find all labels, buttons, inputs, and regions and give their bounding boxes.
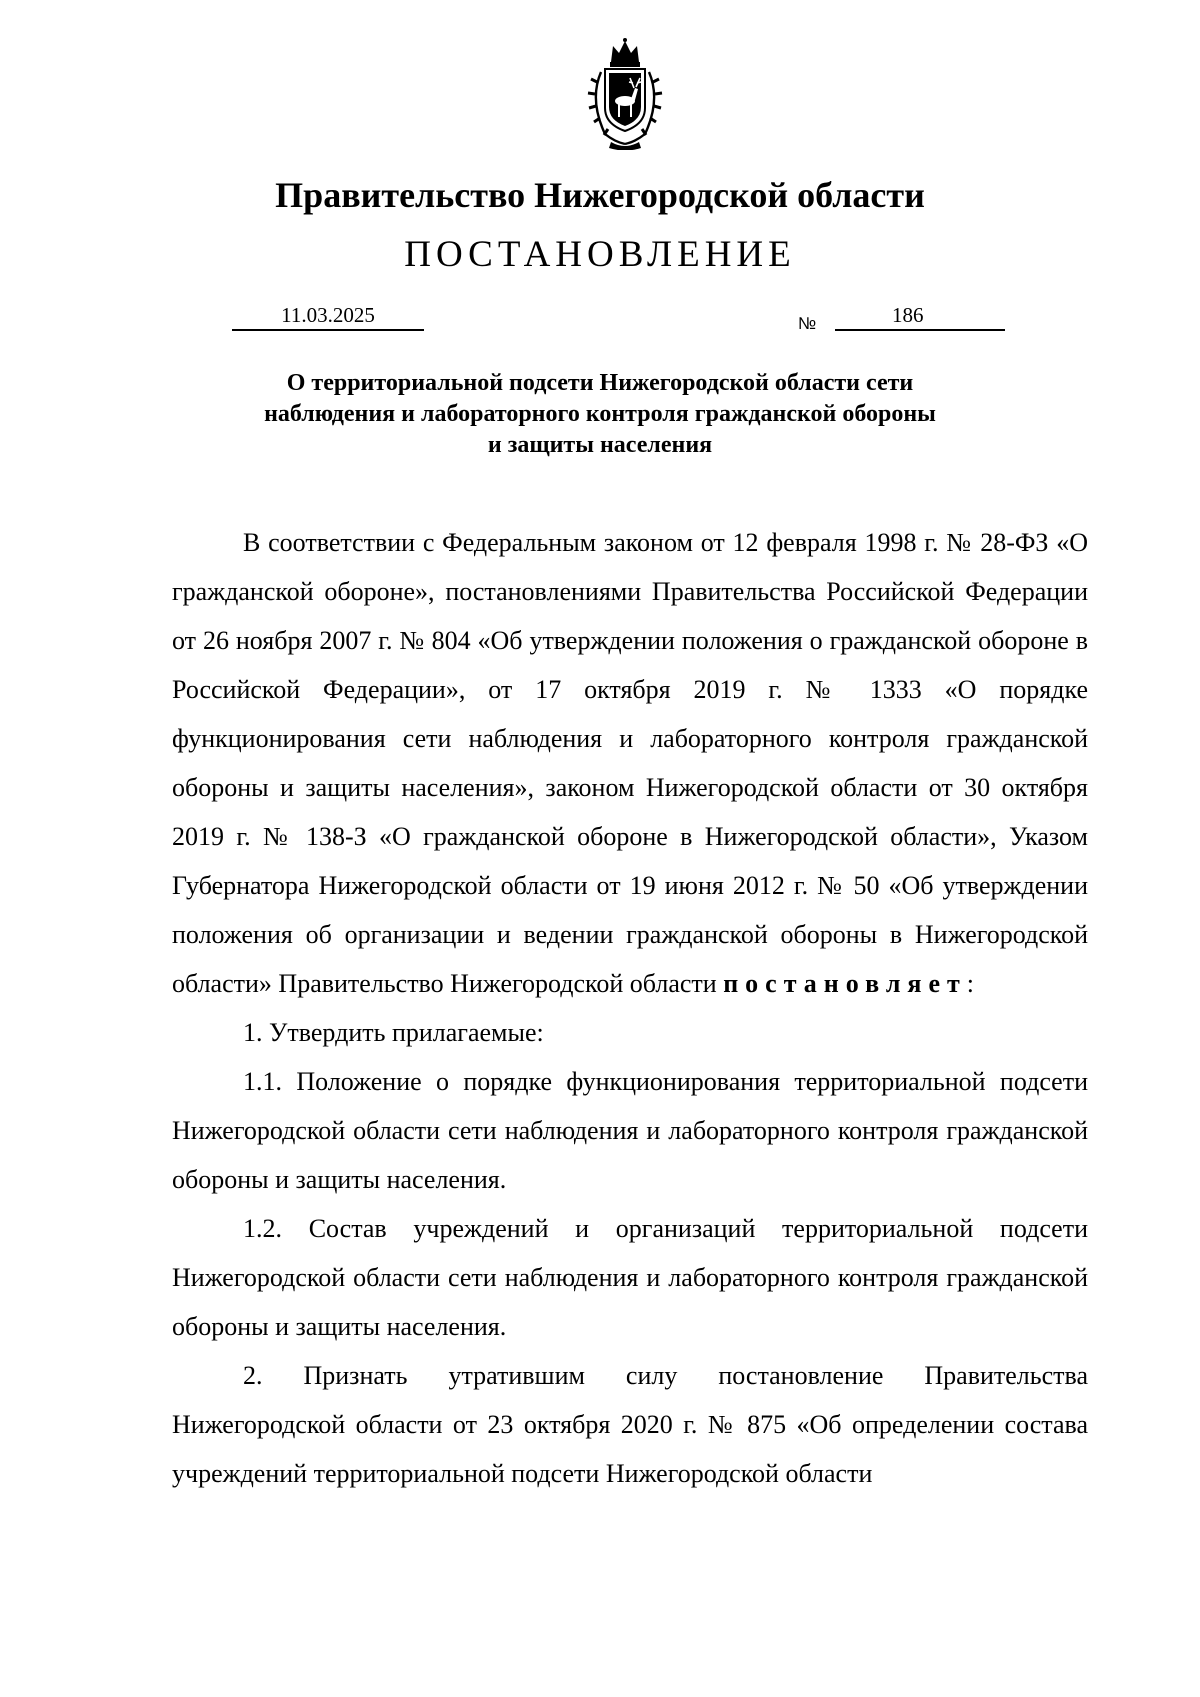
decree-word: постановляет <box>723 969 967 998</box>
document-number-field <box>835 302 1005 331</box>
crown-icon <box>610 38 640 67</box>
document-type: ПОСТАНОВЛЕНИЕ <box>404 234 796 275</box>
number-sign: № <box>798 314 817 333</box>
coat-of-arms-emblem <box>575 38 675 150</box>
organization-title: Правительство Нижегородской области <box>275 175 925 215</box>
document-subject <box>200 368 1000 461</box>
item-1: 1. Утвердить прилагаемые: <box>243 1018 544 1047</box>
subject-line: О территориальной подсети Нижегородской области сети <box>286 370 914 396</box>
document-body <box>172 518 1088 1498</box>
item-1-2: 1.2. Состав учреждений и организаций территориальной подсети Нижегородской области сети наблюдения и лабораторного контроля гражданской обороны и защиты населения. <box>172 1214 1088 1341</box>
preamble-paragraph <box>172 518 1088 1008</box>
document-number: 186 <box>892 303 924 327</box>
item-1-1: 1.1. Положение о порядке функционирования территориальной подсети Нижегородской области сети наблюдения и лабораторного контроля гражданской обороны и защиты населения. <box>172 1067 1088 1194</box>
preamble-text: В соответствии с Федеральным законом от 12 февраля 1998 г. № 28-ФЗ «О гражданской обороне», постановлениями Правительства Российской Федерации от 26 ноября 2007 г. № 804 «Об утверждении положения о гражданской обороне в Российской Федерации», от 17 октября 2019 г. № 1333 «О порядке функционирования сети наблюдения и лабораторного контроля гражданской обороны и защиты населения», законом Нижегородской области от 30 октября 2019 г. № 138-З «О гражданской обороне в Нижегородской области», Указом Губернатора Нижегородской области от 19 июня 2012 г. № 50 «Об утверждении положения об организации и ведении гражданской обороны в Нижегородской области» Правительство Нижегородской области <box>172 528 1088 998</box>
subject-line: наблюдения и лабораторного контроля гражданской обороны <box>264 401 936 427</box>
item-2: 2. Признать утратившим силу постановление Правительства Нижегородской области от 23 октября 2020 г. № 875 «Об определении состава учреждений территориальной подсети Нижегородской области <box>172 1361 1088 1488</box>
document-date: 11.03.2025 <box>232 302 424 331</box>
decree-colon: : <box>966 969 975 998</box>
subject-line: и защиты населения <box>487 432 713 458</box>
